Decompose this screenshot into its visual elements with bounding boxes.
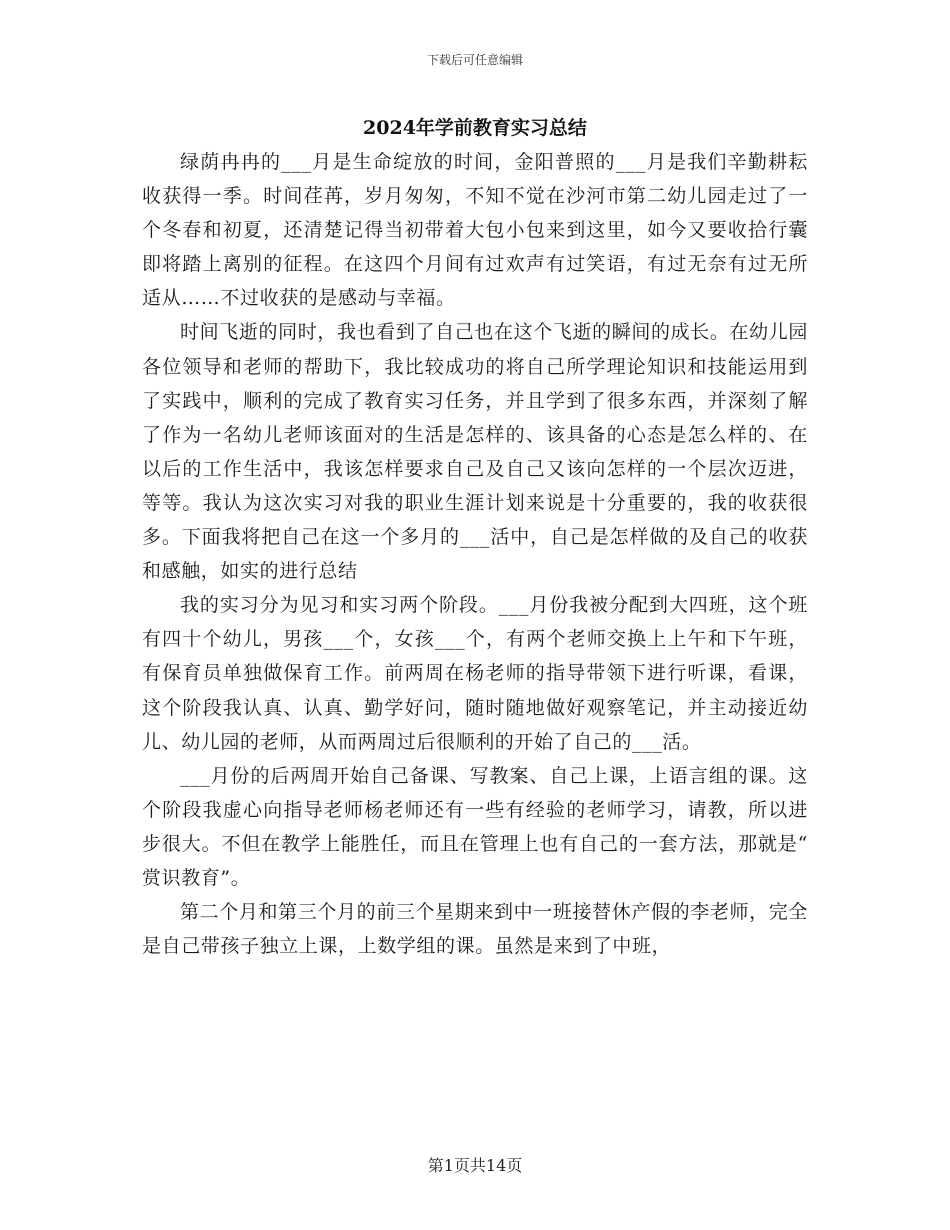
- paragraph-1: 绿荫冉冉的___月是生命绽放的时间，金阳普照的___月是我们辛勤耕耘收获得一季。时间荏苒，岁月匆匆，不知不觉在沙河市第二幼儿园走过了一个冬春和初夏，还清楚记得当初带着大包小包来到这里，如今又要收拾行囊即将踏上离别的征程。在这四个月间有过欢声有过笑语，有过无奈有过无所适从……不过收获的是感动与幸福。: [142, 151, 808, 310]
- paragraph-2: 时间飞逝的同时，我也看到了自己也在这个飞逝的瞬间的成长。在幼儿园各位领导和老师的帮助下，我比较成功的将自己所学理论知识和技能运用到了实践中，顺利的完成了教育实习任务，并且学到了很多东西，并深刻了解了作为一名幼儿老师该面对的生活是怎样的、该具备的心态是怎么样的、在以后的工作生活中，我该怎样要求自己及自己又该向怎样的一个层次迈进，等等。我认为这次实习对我的职业生涯计划来说是十分重要的，我的收获很多。下面我将把自己在这一个多月的___活中，自己是怎样做的及自己的收获和感触，如实的进行总结: [142, 321, 808, 583]
- page-header: 下载后可任意编辑: [426, 53, 523, 67]
- paragraph-4: ___月份的后两周开始自己备课、写教案、自己上课，上语言组的课。这个阶段我虚心向指导老师杨老师还有一些有经验的老师学习，请教，所以进步很大。不但在教学上能胜任，而且在管理上也有自己的一套方法，那就是“赏识教育”。: [142, 764, 808, 889]
- document-body: [142, 145, 808, 963]
- paragraph-3: 我的实习分为见习和实习两个阶段。___月份我被分配到大四班，这个班有四十个幼儿，男孩___个，女孩___个，有两个老师交换上上午和下午班，有保育员单独做保育工作。前两周在杨老师的指导带领下进行听课，看课，这个阶段我认真、认真、勤学好问，随时随地做好观察笔记，并主动接近幼儿、幼儿园的老师，从而两周过后很顺利的开始了自己的___活。: [142, 594, 808, 753]
- page-number: 第1页共14页: [427, 1156, 523, 1175]
- document-title: 2024年学前教育实习总结: [363, 117, 587, 139]
- paragraph-5: 第二个月和第三个月的前三个星期来到中一班接替休产假的李老师，完全是自己带孩子独立上课，上数学组的课。虽然是来到了中班，: [142, 901, 808, 958]
